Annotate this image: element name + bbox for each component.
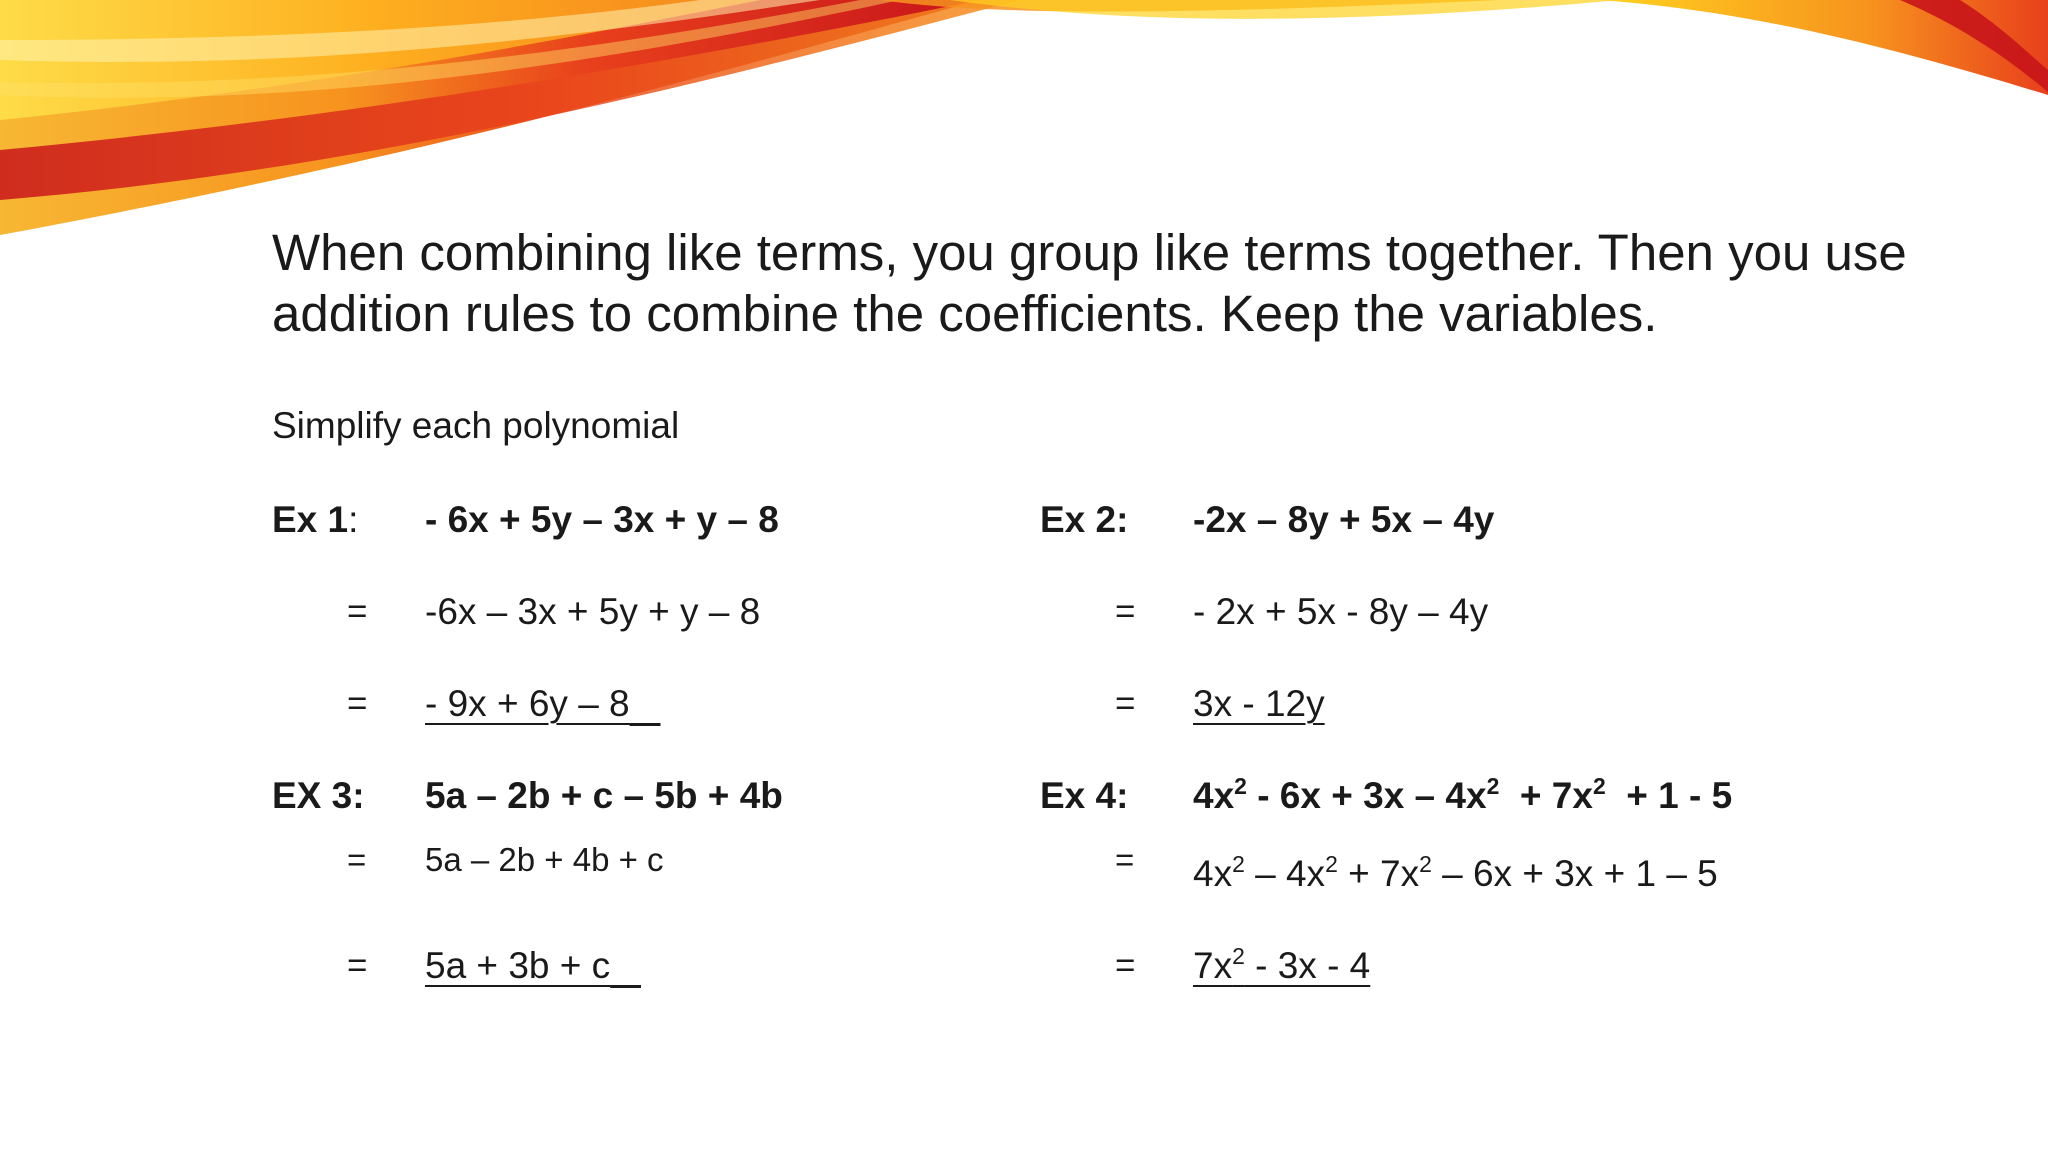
ex4-answer-underlined [1193, 942, 1371, 986]
ex2-label: Ex 2: [1040, 499, 1129, 540]
ex4-equals-2: = [1115, 946, 1136, 985]
ex4-label: Ex 4: [1040, 775, 1129, 816]
intro-line-1: When combining like terms, you group like terms together. Then you use [272, 224, 1907, 281]
ex1-answer-wrap [425, 682, 660, 726]
ex2-problem: -2x – 8y + 5x – 4y [1193, 499, 1495, 540]
ex4-step-1 [1193, 852, 1718, 896]
ex4-problem-exp-1: 2 [1234, 772, 1247, 799]
ex1-label [272, 498, 358, 542]
ex3-answer-wrap [425, 944, 641, 988]
decorative-swoosh-banner [0, 0, 2048, 260]
ex3-step-1: 5a – 2b + 4b + c [425, 841, 664, 878]
ex4-step-exp-3: 2 [1419, 850, 1432, 877]
ex4-problem-term-1: 4x [1193, 775, 1235, 816]
ex4-problem [1193, 774, 1732, 818]
ex1-equals-1: = [347, 592, 368, 631]
ex3-equals-2: = [347, 946, 368, 985]
ex1-answer: - 9x + 6y – 8 [425, 683, 630, 724]
ex1-label-colon: : [348, 499, 359, 540]
intro-line-2: addition rules to combine the coefficients. Keep the variables. [272, 285, 1658, 342]
ex4-problem-term-2: - 6x + 3x – 4x [1246, 775, 1487, 816]
ex4-problem-term-3: + 7x [1499, 775, 1593, 816]
ex4-problem-exp-3: 2 [1592, 772, 1606, 799]
intro-paragraph [272, 222, 1992, 344]
ex2-step-1: - 2x + 5x - 8y – 4y [1193, 591, 1489, 632]
ex4-problem-exp-2: 2 [1486, 772, 1500, 799]
ex2-answer-wrap [1193, 682, 1325, 726]
ex4-answer-term-2: - 3x - 4 [1244, 945, 1371, 986]
ex4-problem-term-4: + 1 - 5 [1605, 775, 1733, 816]
ex1-label-text: Ex 1 [272, 499, 349, 540]
ex3-answer: 5a + 3b + c [425, 945, 611, 986]
ex4-answer-exp-1: 2 [1232, 942, 1245, 969]
ex2-answer: 3x - 12y [1193, 683, 1325, 724]
ex4-step-term-4: – 6x + 3x + 1 – 5 [1431, 853, 1718, 894]
ex4-answer-term-1: 7x [1193, 945, 1233, 986]
ex3-problem: 5a – 2b + c – 5b + 4b [425, 775, 783, 816]
ex1-step-1: -6x – 3x + 5y + y – 8 [425, 591, 761, 632]
subtitle: Simplify each polynomial [272, 405, 680, 446]
ex4-equals-1: = [1115, 841, 1135, 878]
ex4-step-term-2: – 4x [1244, 853, 1326, 894]
ex1-equals-2: = [347, 684, 368, 723]
ex2-equals-1: = [1115, 592, 1136, 631]
ex4-step-term-3: + 7x [1337, 853, 1420, 894]
ex4-answer [1193, 944, 1370, 988]
ex4-step-term-1: 4x [1193, 853, 1233, 894]
ex3-equals-1: = [347, 841, 367, 878]
ex1-problem: - 6x + 5y – 3x + y – 8 [425, 499, 779, 540]
ex2-equals-2: = [1115, 684, 1136, 723]
ex4-step-exp-1: 2 [1232, 850, 1245, 877]
ex3-label: EX 3: [272, 775, 365, 816]
ex4-step-exp-2: 2 [1325, 850, 1338, 877]
